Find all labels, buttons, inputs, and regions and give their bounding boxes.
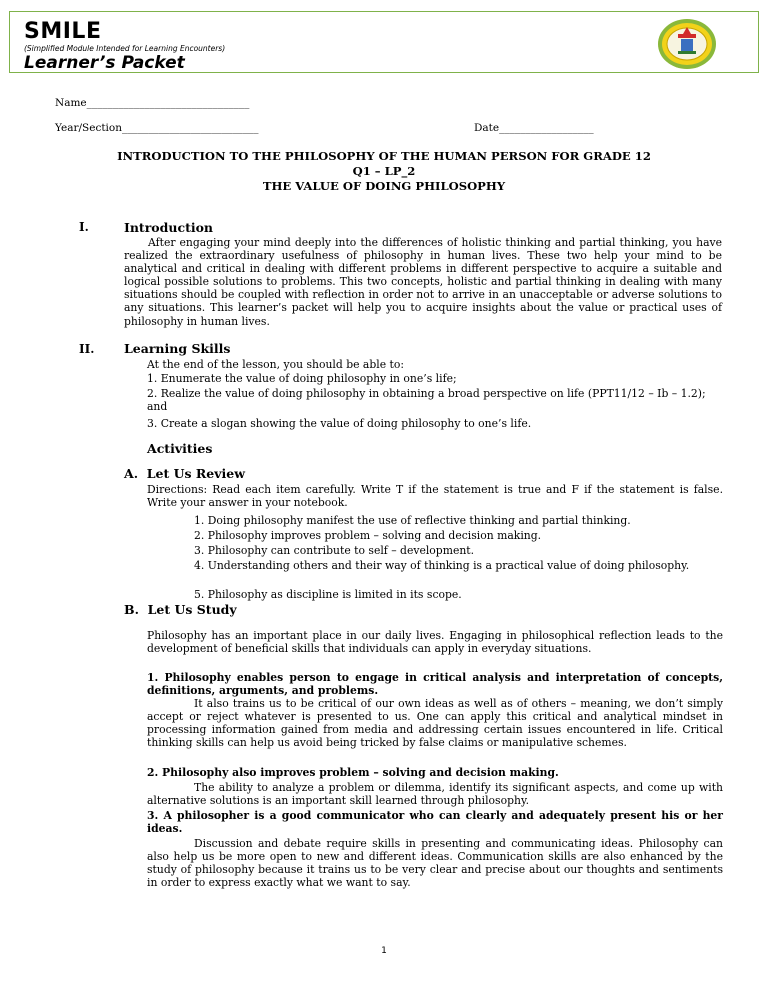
point2-text: The ability to analyze a problem or dilemma, identify its significant aspects, and come up with alternative solutions is an important skill learned through philosophy.	[147, 781, 723, 808]
activities-heading: Activities	[147, 441, 213, 456]
year-section-field-line: Year/Section__________________________	[55, 122, 259, 134]
header-banner	[9, 11, 759, 73]
skills-heading: Learning Skills	[124, 341, 231, 356]
intro-heading: Introduction	[124, 220, 214, 235]
skill-item: 1. Enumerate the value of doing philosophy in one’s life;	[147, 372, 457, 385]
point3-text: Discussion and debate require skills in presenting and communicating ideas. Philosophy can also help us be more open to new and different ideas. Communication skills are also enhanced by the study of philosophy because it trains us to be very clear and precise about our thoughts and sentiments in order to express exactly what we want to say.	[147, 837, 723, 890]
study-intro: Philosophy has an important place in our daily lives. Engaging in philosophical reflection leads to the development of beneficial skills that individuals can apply in everyday situations.	[147, 629, 723, 656]
school-seal-logo	[656, 18, 718, 70]
point1-heading: 1. Philosophy enables person to engage in critical analysis and interpretation of concepts, definitions, arguments, and problems.	[147, 671, 723, 698]
review-directions: Directions: Read each item carefully. Write T if the statement is true and F if the statement is false. Write your answer in your notebook.	[147, 483, 723, 510]
date-field-line: Date__________________	[474, 122, 594, 134]
review-item: 5. Philosophy as discipline is limited in its scope.	[194, 588, 462, 601]
intro-numeral: I.	[79, 220, 89, 234]
page-number: 1	[381, 946, 387, 956]
review-item: 3. Philosophy can contribute to self – development.	[194, 544, 475, 557]
lesson-title: THE VALUE OF DOING PHILOSOPHY	[262, 179, 506, 193]
smile-subtitle: (Simplified Module Intended for Learning Encounters)	[24, 44, 226, 53]
review-item: 4. Understanding others and their way of thinking is a practical value of doing philosophy.	[194, 559, 690, 572]
point2-heading: 2. Philosophy also improves problem – solving and decision making.	[147, 766, 559, 779]
skills-numeral: II.	[79, 342, 95, 356]
skill-item: 2. Realize the value of doing philosophy in obtaining a broad perspective on life (PPT11/12 – Ib – 1.2); and	[147, 387, 706, 414]
review-item: 2. Philosophy improves problem – solving and decision making.	[194, 529, 542, 542]
review-item: 1. Doing philosophy manifest the use of reflective thinking and partial thinking.	[194, 514, 631, 527]
course-title: INTRODUCTION TO THE PHILOSOPHY OF THE HUMAN PERSON FOR GRADE 12	[117, 149, 651, 163]
skills-lead: At the end of the lesson, you should be able to:	[147, 358, 405, 371]
lesson-code: Q1 – LP_2	[352, 164, 416, 178]
point3-heading: 3. A philosopher is a good communicator who can clearly and adequately present his or her ideas.	[147, 809, 723, 836]
learners-packet-title: Learner’s Packet	[24, 53, 185, 73]
point1-text: It also trains us to be critical of our own ideas as well as of others – meaning, we don’t simply accept or reject whatever is presented to us. One can apply this critical and analytical mindset in processing information gained from media and addressing certain issues encountered in life. Critical thinking skills can help us avoid being tricked by false claims or manipulative schemes.	[147, 697, 723, 750]
skill-item: 3. Create a slogan showing the value of doing philosophy to one’s life.	[147, 417, 532, 430]
study-heading: B. Let Us Study	[124, 602, 237, 617]
name-field-line: Name_______________________________	[55, 97, 250, 109]
intro-paragraph: After engaging your mind deeply into the differences of holistic thinking and partial thinking, you have realized the extraordinary usefulness of philosophy in human lives. These two help your mind to be analytical and critical in dealing with different problems in different perspective to acquire a suitable and logical possible solutions to problems. This two concepts, holistic and partial thinking in dealing with many situations should be coupled with reflection in order not to arrive in an unacceptable or adverse solutions to any situations. This learner’s packet will help you to acquire insights about the value or practical uses of philosophy in human lives.	[124, 236, 722, 328]
smile-logo-text: SMILE	[24, 19, 102, 44]
review-heading: A. Let Us Review	[124, 466, 245, 481]
